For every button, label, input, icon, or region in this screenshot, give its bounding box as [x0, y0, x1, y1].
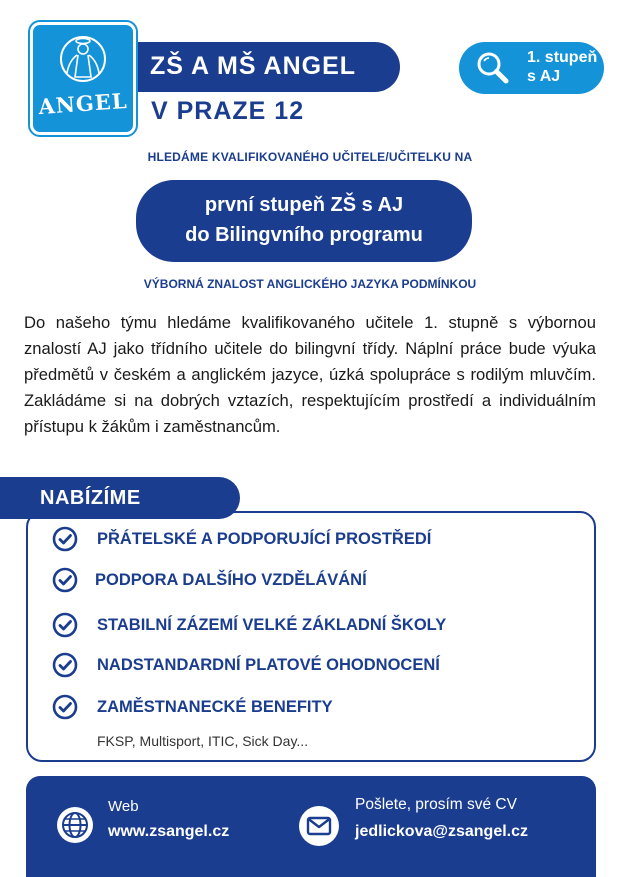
offer-item-label: PŘÁTELSKÉ A PODPORUJÍCÍ PROSTŘEDÍ [97, 530, 432, 548]
check-circle-icon [52, 652, 78, 678]
offer-item-label: STABILNÍ ZÁZEMÍ VELKÉ ZÁKLADNÍ ŠKOLY [97, 616, 447, 634]
grade-badge [459, 42, 604, 94]
offer-item-label: NADSTANDARDNÍ PLATOVÉ OHODNOCENÍ [97, 656, 440, 674]
intro-paragraph: Do našeho týmu hledáme kvalifikovaného učitele 1. stupně s výbornou znalostí AJ jako třídního učitele do bilingvní třídy. Náplní práce bude výuka předmětů v českém a anglickém jazyce, úzká spolupráce s rodilým mluvčím. Zakládáme si na dobrých vztazích, respektujícím prostředí a individuálním přístupu k žákům i zaměstnancům. [24, 313, 596, 436]
badge-text: 1. stupeň s AJ [527, 49, 598, 85]
logo-wordmark: ANGEL [37, 87, 129, 120]
page-title: ZŠ A MŠ ANGEL [150, 52, 357, 80]
offer-heading: NABÍZÍME [40, 487, 141, 509]
email-link[interactable]: jedlickova@zsangel.cz [355, 823, 529, 840]
check-circle-icon [52, 612, 78, 638]
school-logo [30, 22, 136, 135]
requirement-note: VÝBORNÁ ZNALOST ANGLICKÉHO JAZYKA PODMÍNKOU [143, 277, 477, 291]
web-label: Web [108, 798, 139, 815]
globe-icon [56, 806, 94, 844]
mail-label: Pošlete, prosím své CV [355, 796, 517, 813]
mail-icon [298, 805, 340, 847]
position-line-1: první stupeň ZŠ s AJ [204, 194, 404, 216]
position-line-2: do Bilingvního programu [185, 224, 423, 246]
check-circle-icon [52, 567, 78, 593]
check-circle-icon [52, 694, 78, 720]
hiring-kicker: HLEDÁME KVALIFIKOVANÉHO UČITELE/UČITELKU NA [147, 150, 473, 164]
offer-item-label: PODPORA DALŠÍHO VZDĚLÁVÁNÍ [95, 571, 367, 589]
benefits-note: FKSP, Multisport, ITIC, Sick Day... [97, 733, 309, 749]
offer-item-label: ZAMĚSTNANECKÉ BENEFITY [97, 698, 333, 716]
page-subtitle: V PRAZE 12 [151, 97, 305, 125]
position-banner [136, 180, 472, 262]
check-circle-icon [52, 526, 78, 552]
magnifier-icon [473, 48, 513, 88]
web-link[interactable]: www.zsangel.cz [108, 823, 230, 840]
offer-heading-tab [0, 477, 240, 519]
